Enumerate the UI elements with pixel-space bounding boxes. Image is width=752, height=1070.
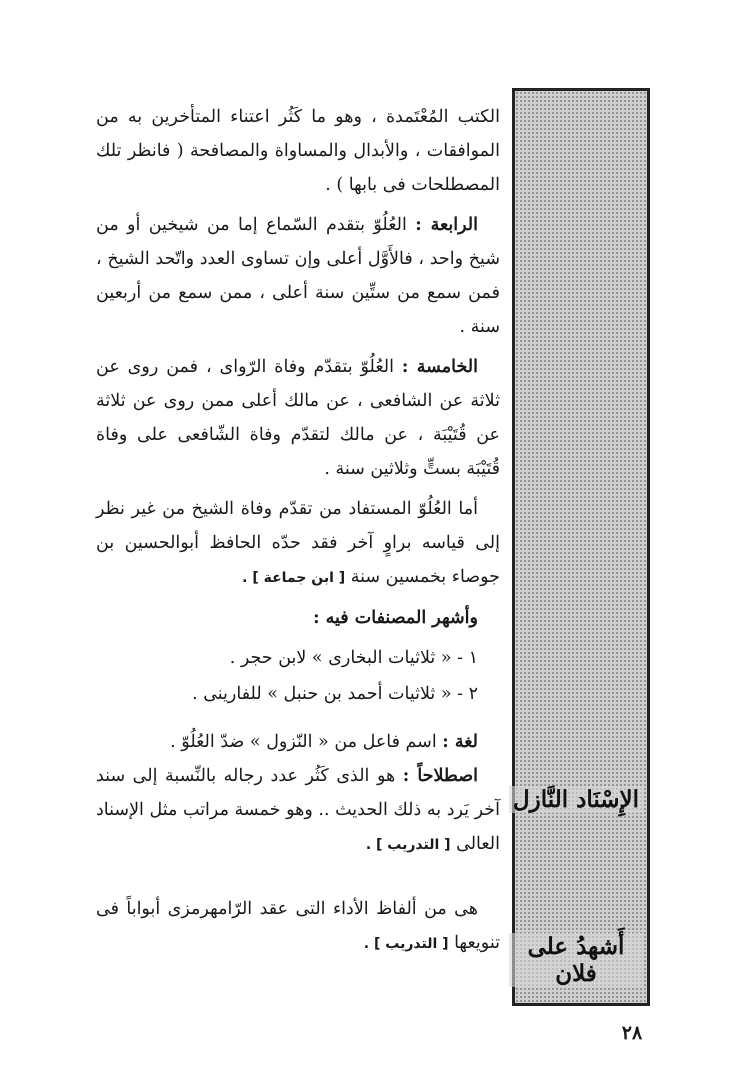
paragraph-7 [96,892,500,961]
citation-tadrib: [ التدريب ] . [365,837,451,853]
keyword-khamisa: الخامسة : [401,357,478,377]
spacer [96,713,500,725]
page-number: ٢٨ [621,1022,643,1044]
paragraph-5 [96,725,500,759]
section-heading: وأشهر المصنفات فيه : [313,608,478,628]
paragraph-1: الكتب المُعْتَمدة ، وهو ما كَثُر اعتناء المتأخرين به من الموافقات ، والأبدال والمساواة والمصافحة ( فانظر تلك المصطلحات فى بابها ) . [96,107,500,195]
citation-ibn-jamaa: [ ابن جماعة ] . [242,570,346,586]
paragraph-4 [96,492,500,595]
paragraph-4-text: أما العُلُوّ المستفاد من تقدّم وفاة الشيخ من غير نظر إلى قياسه براوٍ آخر فقد حدّه الحافظ أبوالحسين بن جوصاء بخمسين سنة [96,499,500,587]
paragraph-2-text: العُلُوّ بتقدم السّماع إما من شيخين أو من شيخ واحد ، فالأَوَّل أعلى وإن تساوى العدد واتّحد الشيخ ، فمن سمع من ستِّين سنة أعلى ، ممن سمع من أربعين سنة . [96,215,500,337]
paragraph-2 [96,208,500,344]
paragraph-7-text: هى من ألفاظ الأداء التى عقد الرّامهرمزى أبواباً فى تنويعها [96,899,500,953]
margin-heading-isnad-nazil: الإِسْنَاد النَّازل [509,786,643,813]
keyword-rabia: الرابعة : [415,215,478,235]
keyword-lugha: لغة : [442,732,478,752]
paragraph-3 [96,350,500,486]
keyword-istilahan: اصطلاحاً : [402,766,478,786]
list-item: ١ - « ثلاثيات البخارى » لابن حجر . [229,648,478,668]
paragraph-6 [96,759,500,862]
margin-heading-ashhadu: أَشهدُ على فلان [509,933,643,987]
main-text [96,100,500,967]
list-item: ٢ - « ثلاثيات أحمد بن حنبل » للفارينى . [192,684,478,704]
paragraph-5-text: اسم فاعل من « النّزول » ضدّ العُلُوّ . [170,732,443,752]
paragraph-3-text: العُلُوّ بتقدّم وفاة الرّواى ، فمن روى عن ثلاثة عن الشافعى ، عن مالك أعلى ممن روى عن ثلاثة عن قُتَيْبَة ، عن مالك لتقدّم وفاة الشّافعى على وفاة قُتَيْبَة بستٍّ وثلاثين سنة . [96,357,500,479]
paragraph-6-text: هو الذى كَثُر عدد رجاله بالنِّسبة إلى سند آخر يَرد به ذلك الحديث .. وهو خمسة مراتب مثل الإسناد العالى [96,766,500,854]
margin-column [512,88,650,1006]
citation-tadrib: [ التدريب ] . [363,936,449,952]
spacer [96,868,500,892]
